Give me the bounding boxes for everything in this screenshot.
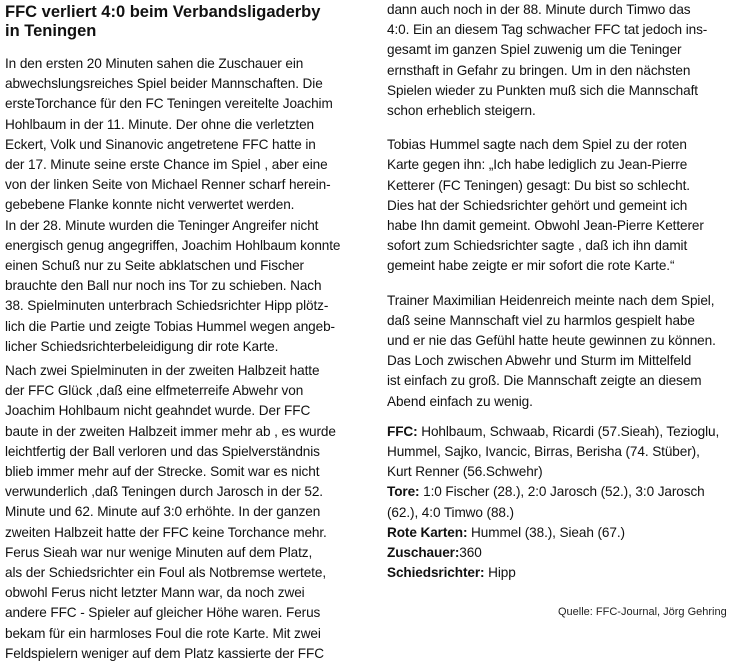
text-line: Joachim Hohlbaum nicht geahndet wurde. Der FFC (5, 403, 311, 419)
text-line: In den ersten 20 Minuten sahen die Zuschauer ein (5, 56, 304, 71)
text-line: 38. Spielminuten unterbrach Schiedsrichter Hipp plötz- (5, 298, 329, 314)
text-line: Spielen wieder zu Punkten muß sich die Mannschaft (387, 82, 698, 98)
article-title (5, 3, 380, 41)
text-line: ist einfach zu groß. Die Mannschaft zeigte an diesem (387, 373, 702, 389)
facts-rote-label: Rote Karten: (387, 524, 468, 540)
text-line: energisch genug angegriffen, Joachim Hohlbaum konnte (5, 237, 341, 253)
text-line: ernsthaft in Gefahr zu bringen. Um in den nächsten (387, 62, 691, 78)
text-line: lich die Partie und zeigte Tobias Hummel wegen angeb- (5, 318, 335, 334)
paragraph-intro (5, 54, 380, 357)
facts-zuschauer-value: 360 (459, 545, 482, 561)
text-line: leichtfertig der Ball verloren und das Spielverständnis (5, 443, 320, 459)
facts-schiri-label: Schiedsrichter: (387, 565, 485, 581)
text-line: gesamt im ganzen Spiel zuwenig um die Teninger (387, 42, 682, 58)
text-line: habe Ihn damit gemeint. Obwohl Jean-Pierre Ketterer (387, 218, 704, 234)
text-line: Eckert, Volk und Sinanovic angetretene FFC hatte in (5, 136, 316, 152)
text-line: Trainer Maximilian Heidenreich meinte nach dem Spiel, (387, 292, 715, 308)
match-facts (387, 422, 747, 584)
facts-ffc-line: Hummel, Sajko, Ivancic, Birras, Berisha (74. Stüber), (387, 444, 700, 460)
source-credit: Quelle: FFC-Journal, Jörg Gehring (558, 606, 727, 618)
text-line: Feldspielern weniger auf dem Platz kassierte der FFC (5, 645, 324, 661)
text-line: Karte gegen ihn: „Ich habe lediglich zu Jean-Pierre (387, 157, 688, 173)
text-line: 4:0. Ein an diesem Tag schwacher FFC tat jedoch ins- (387, 22, 708, 38)
text-line: Dies hat der Schiedsrichter gehört und gemeint ich (387, 197, 688, 213)
paragraph-conclusion (387, 0, 747, 121)
title-line: in Teningen (5, 22, 97, 40)
facts-schiri-line (387, 563, 747, 583)
facts-tore-line: (62.), 4:0 Timwo (88.) (387, 504, 514, 520)
text-line: Ketterer (FC Teningen) gesagt: Du bist so schlecht. (387, 177, 690, 193)
text-line: abwechslungsreiches Spiel beider Mannschaften. Die (5, 76, 323, 92)
facts-rote-line (387, 523, 747, 543)
text-line: bekam für ein harmloses Foul die rote Karte. Mit zwei (5, 625, 321, 641)
facts-zuschauer-label: Zuschauer: (387, 545, 460, 561)
left-column (5, 0, 380, 664)
text-line: Nach zwei Spielminuten in der zweiten Halbzeit hatte (5, 363, 320, 379)
facts-ffc-label: FFC: (387, 423, 418, 439)
text-line: brauchte den Ball nur noch ins Tor zu schieben. Nach (5, 278, 322, 294)
text-line: obwohl Ferus nicht letzter Mann war, da noch zwei (5, 585, 305, 601)
paragraph-hummel-quote (387, 135, 747, 276)
text-line: Hohlbaum in der 11. Minute. Der ohne die verletzten (5, 116, 314, 132)
text-line: andere FFC - Spieler auf gleicher Höhe waren. Ferus (5, 605, 321, 621)
text-line: dann auch noch in der 88. Minute durch Timwo das (387, 2, 691, 17)
paragraph-second-half (5, 361, 380, 664)
text-line: licher Schiedsrichterbeleidigung dir rote Karte. (5, 338, 279, 354)
text-line: verwunderlich ,daß Teningen durch Jarosch in der 52. (5, 484, 323, 500)
text-line: baute in der zweiten Halbzeit immer mehr ab , es wurde (5, 423, 336, 439)
text-line: Tobias Hummel sagte nach dem Spiel zu der roten (387, 137, 687, 153)
text-line: blieb immer mehr auf der Strecke. Somit war es nicht (5, 464, 320, 480)
title-line: FFC verliert 4:0 beim Verbandsligaderby (5, 3, 321, 21)
facts-zuschauer-line (387, 543, 747, 563)
text-line: einen Schuß nur zu Seite abklatschen und Fischer (5, 258, 304, 274)
text-line: als der Schiedsrichter ein Foul als Notbremse wertete, (5, 565, 326, 581)
text-line: Das Loch zwischen Abwehr und Sturm im Mittelfeld (387, 353, 692, 369)
text-line: gemeint habe zeigte er mir sofort die rote Karte.“ (387, 258, 675, 274)
text-line: der 17. Minute seine erste Chance im Spiel , aber eine (5, 157, 328, 173)
facts-tore-label: Tore: (387, 484, 420, 500)
facts-rote-value: Hummel (38.), Sieah (67.) (467, 524, 625, 540)
text-line: zweiten Halbzeit hatte der FFC keine Torchance mehr. (5, 524, 327, 540)
text-line: In der 28. Minute wurden die Teninger Angreifer nicht (5, 217, 319, 233)
text-line: von der linken Seite von Michael Renner scharf herein- (5, 177, 331, 193)
facts-tore-line (387, 482, 747, 502)
facts-ffc-value: Hohlbaum, Schwaab, Ricardi (57.Sieah), Tezioglu, (417, 423, 720, 439)
facts-ffc-line (387, 422, 747, 442)
text-line: gebebene Flanke konnte nicht verwertet werden. (5, 197, 295, 213)
text-line: und er nie das Gefühl hatte heute gewinnen zu können. (387, 333, 716, 349)
text-line: Abend einfach zu wenig. (387, 393, 533, 409)
text-line: sofort zum Schiedsrichter sagte , daß ich ihn damit (387, 238, 688, 254)
facts-ffc-line: Kurt Renner (56.Schwehr) (387, 464, 543, 480)
text-line: daß seine Mannschaft viel zu harmlos gespielt habe (387, 312, 695, 328)
text-line: der FFC Glück ,daß eine elfmeterreife Abwehr von (5, 383, 304, 399)
text-line: schon erheblich steigern. (387, 103, 536, 119)
left-body (5, 54, 380, 664)
text-line: Ferus Sieah war nur wenige Minuten auf dem Platz, (5, 544, 313, 560)
facts-tore-value: 1:0 Fischer (28.), 2:0 Jarosch (52.), 3:0 Jarosch (419, 484, 705, 500)
facts-schiri-value: Hipp (484, 565, 516, 581)
text-line: ersteTorchance für den FC Teningen vereitelte Joachim (5, 96, 333, 112)
paragraph-trainer-quote (387, 291, 747, 412)
right-column (387, 0, 747, 583)
text-line: Minute und 62. Minute auf 3:0 erhöhte. In der ganzen (5, 504, 321, 520)
